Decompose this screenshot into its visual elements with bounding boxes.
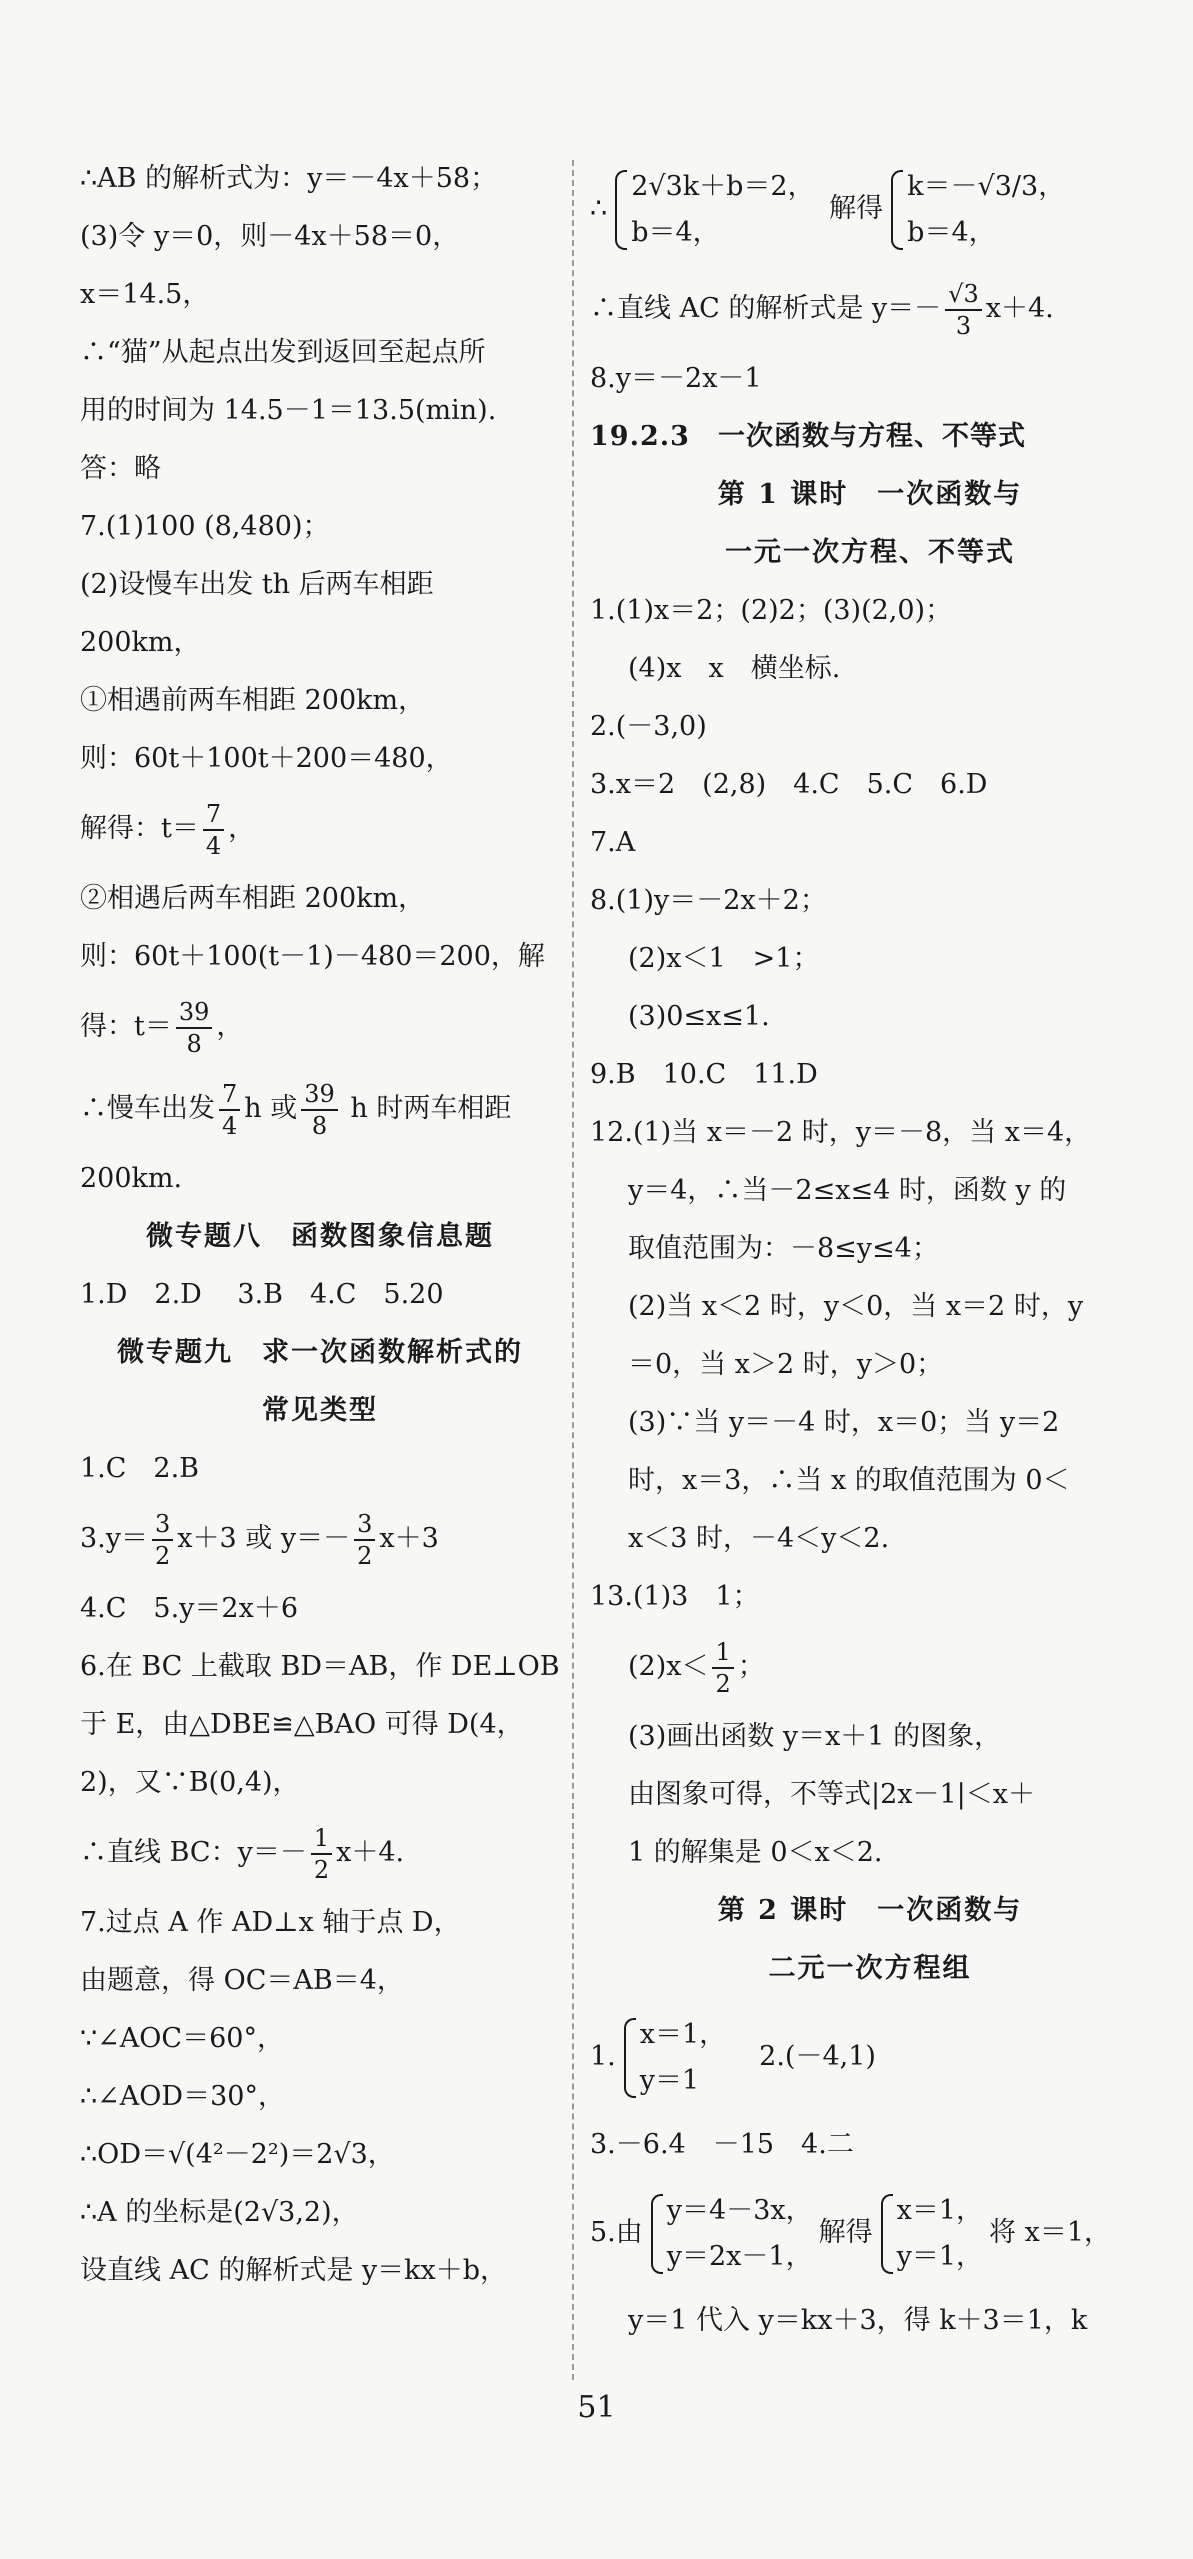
text-line: ∴OD＝√(4²－2²)＝2√3， xyxy=(80,2139,395,2170)
fraction-numerator: 1 xyxy=(712,1637,733,1669)
text-line: 2)，又∵B(0,4)， xyxy=(80,1767,300,1798)
text-segment: ， xyxy=(228,813,256,844)
text-line: 答：略 xyxy=(80,453,161,484)
fraction xyxy=(152,1509,173,1571)
equation-system xyxy=(889,164,1065,256)
text-line xyxy=(80,986,560,1068)
fraction-numerator: 1 xyxy=(311,1823,332,1855)
fraction-denominator: 2 xyxy=(155,1541,171,1570)
text-line: (3)0≤x≤1. xyxy=(628,1001,770,1032)
text-line: 7.A xyxy=(590,827,636,858)
text-line: 一元一次方程、不等式 xyxy=(725,537,1015,568)
text-segment: ∴直线 BC：y＝－ xyxy=(80,1837,307,1868)
text-line: 则：60t＋100t＋200＝480， xyxy=(80,743,453,774)
equation-line: y＝2x－1， xyxy=(666,2240,813,2272)
text-line: 时，x＝3，∴当 x 的取值范围为 0＜ xyxy=(628,1465,1070,1496)
fraction-denominator: 2 xyxy=(715,1669,731,1698)
fraction-numerator: 3 xyxy=(152,1509,173,1541)
fraction-denominator: 2 xyxy=(357,1541,373,1570)
text-line: 13.(1)3 1； xyxy=(590,1581,760,1612)
text-line: x＝14.5， xyxy=(80,279,210,310)
right-column xyxy=(590,150,1150,2350)
text-line: (3)∵当 y＝－4 时，x＝0；当 y＝2 xyxy=(628,1407,1060,1438)
text-segment: ， xyxy=(216,1011,244,1042)
equation-system xyxy=(622,2012,726,2104)
text-segment: ∴慢车出发 xyxy=(80,1093,215,1124)
equation-line: y＝1， xyxy=(896,2240,984,2272)
text-line: y＝4，∴当－2≤x≤4 时，函数 y 的 xyxy=(628,1175,1067,1206)
text-line: (2)x＜1 >1； xyxy=(628,943,820,974)
text-line: y＝1 代入 y＝kx＋3，得 k＋3＝1，k xyxy=(628,2305,1088,2336)
equation-line: 2√3k＋b＝2， xyxy=(631,170,815,202)
equation-system xyxy=(649,2188,813,2280)
text-line: 由图象可得，不等式|2x－1|＜x＋ xyxy=(628,1779,1036,1810)
text-segment: ； xyxy=(737,1651,765,1682)
fraction-denominator: 8 xyxy=(186,1029,202,1058)
text-line: 微专题八 函数图象信息题 xyxy=(146,1221,494,1252)
text-line: ∴AB 的解析式为：y＝－4x＋58； xyxy=(80,163,498,194)
text-line: 3.x＝2 (2,8) 4.C 5.C 6.D xyxy=(590,769,988,800)
column-divider xyxy=(572,160,574,2380)
text-segment: 解得 xyxy=(820,193,884,224)
text-segment: 解得：t＝ xyxy=(80,813,199,844)
text-line: 7.过点 A 作 AD⊥x 轴于点 D， xyxy=(80,1907,461,1938)
equation-system xyxy=(613,164,814,256)
text-line: 于 E，由△DBE≌△BAO 可得 D(4， xyxy=(80,1709,524,1740)
equation-line: b＝4， xyxy=(907,216,996,248)
text-line: (3)令 y＝0，则－4x＋58＝0， xyxy=(80,221,460,252)
fraction-numerator: 7 xyxy=(219,1079,240,1111)
equation-system xyxy=(879,2188,983,2280)
fraction-numerator: 39 xyxy=(176,997,213,1029)
text-line xyxy=(590,268,1150,350)
text-line: 由题意，得 OC＝AB＝4， xyxy=(80,1965,404,1996)
text-line: 7.(1)100 (8,480)； xyxy=(80,511,330,542)
fraction xyxy=(945,279,982,341)
text-segment: h 或 xyxy=(244,1093,298,1124)
text-line: 4.C 5.y＝2x＋6 xyxy=(80,1593,299,1624)
text-segment: 得：t＝ xyxy=(80,1011,172,1042)
fraction xyxy=(354,1509,375,1571)
text-segment: 解得 xyxy=(818,2217,873,2248)
equation-line: y＝1 xyxy=(639,2064,700,2096)
text-segment: 将 x＝1， xyxy=(989,2217,1112,2248)
fraction xyxy=(219,1079,240,1141)
text-line: 19.2.3 一次函数与方程、不等式 xyxy=(590,421,1026,452)
fraction xyxy=(301,1079,338,1141)
equation-line: k＝－√3/3， xyxy=(907,170,1066,202)
text-line: ∴A 的坐标是(2√3,2)， xyxy=(80,2197,359,2228)
text-segment: x＋4. xyxy=(985,293,1054,324)
fraction xyxy=(203,799,224,861)
text-segment: x＋4. xyxy=(336,1837,405,1868)
text-line xyxy=(80,788,560,870)
fraction xyxy=(712,1637,733,1699)
text-segment: x＋3 xyxy=(379,1523,439,1554)
fraction-numerator: 39 xyxy=(301,1079,338,1111)
fraction-numerator: √3 xyxy=(945,279,982,311)
text-line: 1.(1)x＝2；(2)2；(3)(2,0)； xyxy=(590,595,953,626)
text-segment: 1. xyxy=(590,2041,616,2072)
text-segment: ∴ xyxy=(590,193,608,224)
text-line: 用的时间为 14.5－1＝13.5(min). xyxy=(80,395,497,426)
text-line: 1.D 2.D 3.B 4.C 5.20 xyxy=(80,1279,444,1310)
fraction-denominator: 3 xyxy=(955,311,972,340)
text-line xyxy=(80,1498,560,1580)
text-line: 6.在 BC 上截取 BD＝AB，作 DE⊥OB xyxy=(80,1651,560,1682)
text-line: 200km. xyxy=(80,1163,183,1194)
text-line: 则：60t＋100(t－1)－480＝200，解 xyxy=(80,941,545,972)
text-line: 取值范围为：－8≤y≤4； xyxy=(628,1233,939,1264)
fraction-numerator: 7 xyxy=(203,799,224,831)
fraction-numerator: 3 xyxy=(354,1509,375,1541)
fraction-denominator: 2 xyxy=(313,1855,330,1884)
text-segment: 2.(－4,1) xyxy=(732,2041,876,2072)
text-line xyxy=(590,1626,1150,1708)
text-line: ＝0，当 x＞2 时，y＞0； xyxy=(628,1349,944,1380)
fraction xyxy=(311,1823,332,1885)
equation-line: y＝4－3x， xyxy=(666,2194,813,2226)
text-line xyxy=(590,150,1150,268)
text-line: 微专题九 求一次函数解析式的 xyxy=(117,1337,523,1368)
equation-line: x＝1， xyxy=(639,2018,727,2050)
text-line xyxy=(590,1998,1150,2116)
text-line xyxy=(590,2174,1150,2292)
text-segment: (2)x＜ xyxy=(628,1651,709,1682)
text-line: ∴“猫”从起点出发到返回至起点所 xyxy=(80,337,486,368)
text-line: (3)画出函数 y＝x＋1 的图象， xyxy=(628,1721,1002,1752)
text-line: 第 1 课时 一次函数与 xyxy=(717,479,1023,510)
fraction-denominator: 8 xyxy=(311,1111,328,1140)
fraction-denominator: 4 xyxy=(205,831,222,860)
text-line: ①相遇前两车相距 200km， xyxy=(80,685,426,716)
text-line: 200km， xyxy=(80,627,201,658)
text-line: 9.B 10.C 11.D xyxy=(590,1059,818,1090)
text-line: 1.C 2.B xyxy=(80,1453,200,1484)
text-line: 第 2 课时 一次函数与 xyxy=(717,1895,1023,1926)
text-line: 3.－6.4 －15 4.二 xyxy=(590,2129,854,2160)
text-line xyxy=(80,1812,560,1894)
text-line: (4)x x 横坐标. xyxy=(628,653,841,684)
text-segment: ∴直线 AC 的解析式是 y＝－ xyxy=(590,293,942,324)
text-line: ②相遇后两车相距 200km， xyxy=(80,883,426,914)
text-segment: h 时两车相距 xyxy=(341,1093,512,1124)
text-line: 2.(－3,0) xyxy=(590,711,707,742)
equation-line: b＝4， xyxy=(631,216,720,248)
text-line: 8.(1)y＝－2x＋2； xyxy=(590,885,827,916)
text-line: x＜3 时，－4＜y＜2. xyxy=(628,1523,890,1554)
text-segment: x＋3 或 y＝－ xyxy=(177,1523,351,1554)
text-line: (2)当 x＜2 时，y＜0，当 x＝2 时，y xyxy=(628,1291,1084,1322)
text-line: 二元一次方程组 xyxy=(768,1953,972,1984)
text-line xyxy=(80,1068,560,1150)
fraction-denominator: 4 xyxy=(222,1111,238,1140)
equation-line: x＝1， xyxy=(896,2194,984,2226)
text-line: 设直线 AC 的解析式是 y＝kx＋b， xyxy=(80,2255,508,2286)
left-column xyxy=(80,150,560,2300)
text-segment: 3.y＝ xyxy=(80,1523,149,1554)
page-number: 51 xyxy=(577,2390,616,2425)
text-segment: 5.由 xyxy=(590,2217,643,2248)
text-line: ∴∠AOD＝30°， xyxy=(80,2081,285,2112)
text-line: 常见类型 xyxy=(262,1395,378,1426)
text-line: ∵∠AOC＝60°， xyxy=(80,2023,284,2054)
text-line: 8.y＝－2x－1 xyxy=(590,363,762,394)
text-line: 12.(1)当 x＝－2 时，y＝－8，当 x＝4， xyxy=(590,1117,1092,1148)
text-line: 1 的解集是 0＜x＜2. xyxy=(628,1837,883,1868)
fraction xyxy=(176,997,213,1059)
text-line: (2)设慢车出发 th 后两车相距 xyxy=(80,569,434,600)
